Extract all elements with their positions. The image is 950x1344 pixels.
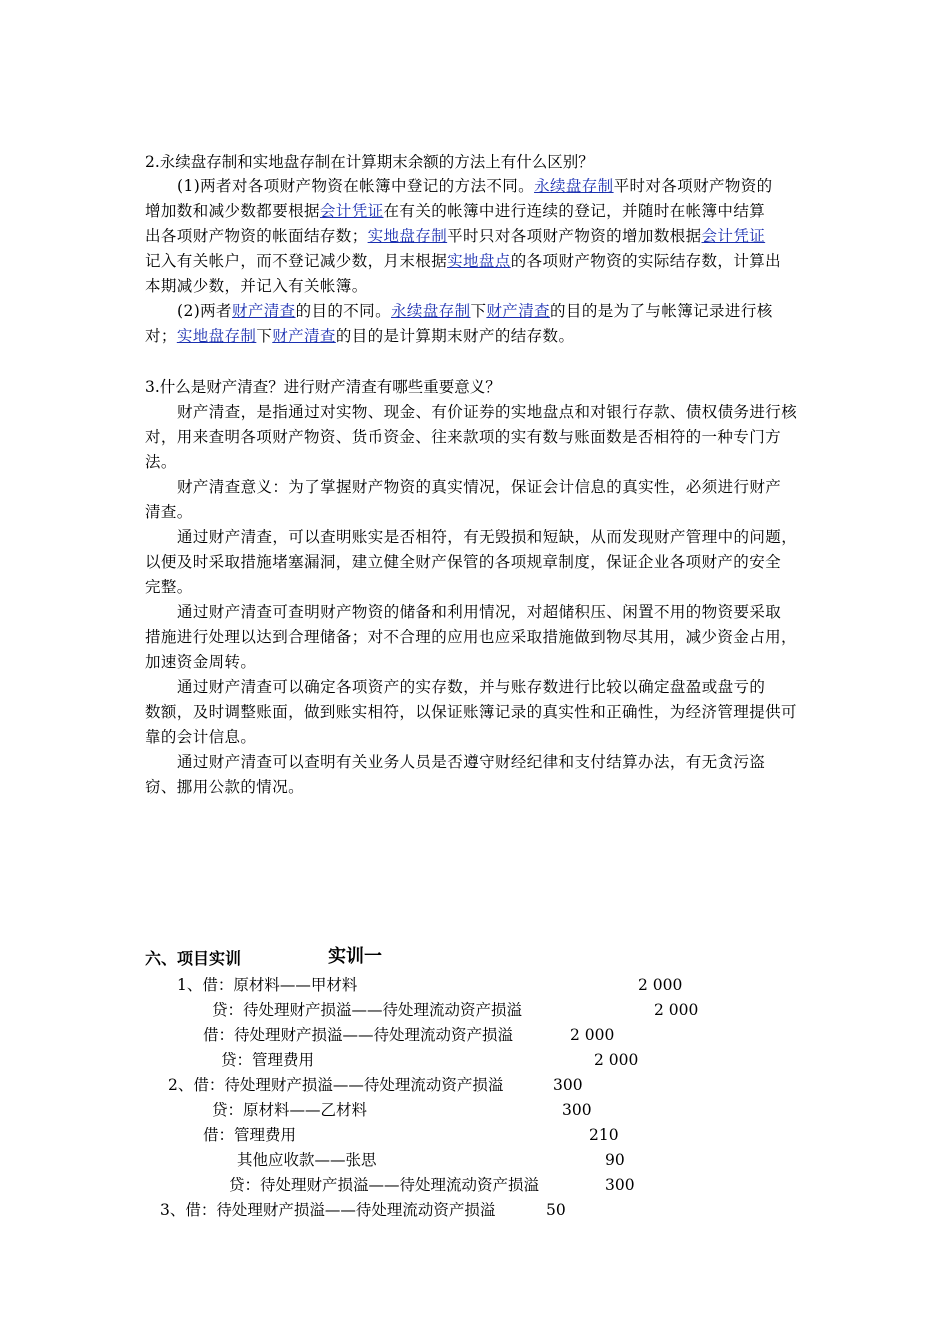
paragraph-line xyxy=(145,324,574,348)
paragraph-line: 窃、挪用公款的情况。 xyxy=(145,778,305,796)
text-span: 在有关的帐簿中进行连续的登记，并随时在帐簿中结算 xyxy=(383,202,766,220)
paragraph-line: 加速资金周转。 xyxy=(145,653,257,671)
paragraph-line: 靠的会计信息。 xyxy=(145,728,257,746)
entry-account: 贷：管理费用 xyxy=(221,1051,315,1069)
text-span: 出各项财产物资的帐面结存数； xyxy=(145,227,368,245)
text-span: (2)两者 xyxy=(177,302,232,320)
text-span: 本期减少数，并记入有关帐簿。 xyxy=(145,277,368,295)
term-link[interactable]: 永续盘存制 xyxy=(390,302,471,320)
text-span: 增加数和减少数都要根据 xyxy=(145,202,320,220)
entry-amount: 2 000 xyxy=(570,1026,615,1044)
text-span: 的目的是计算期末财产的结存数。 xyxy=(335,327,575,345)
entry-account: 其他应收款——张思 xyxy=(237,1151,377,1169)
q3-title: 3.什么是财产清查？进行财产清查有哪些重要意义？ xyxy=(145,378,501,396)
text-span: 下 xyxy=(256,327,273,345)
entry-account: 贷：待处理财产损溢——待处理流动资产损溢 xyxy=(229,1176,540,1194)
text-span: 的目的不同。 xyxy=(295,302,391,320)
q2-title: 2.永续盘存制和实地盘存制在计算期末余额的方法上有什么区别？ xyxy=(145,153,594,171)
paragraph-line: 通过财产清查可以确定各项资产的实存数，并与账存数进行比较以确定盘盈或盘亏的 xyxy=(177,678,766,696)
paragraph-line: 完整。 xyxy=(145,578,193,596)
text-span: 对； xyxy=(145,327,177,345)
entry-amount: 210 xyxy=(589,1126,619,1144)
paragraph-line xyxy=(177,299,773,323)
paragraph-line: 措施进行处理以达到合理储备；对不合理的应用也应采取措施做到物尽其用，减少资金占用， xyxy=(145,628,797,646)
text-span: 平时只对各项财产物资的增加数根据 xyxy=(447,227,702,245)
entry-amount: 300 xyxy=(562,1101,592,1119)
text-span: 记入有关帐户，而不登记减少数，月末根据 xyxy=(145,252,448,270)
entry-account: 1、借：原材料——甲材料 xyxy=(177,976,358,994)
term-link[interactable]: 实地盘存制 xyxy=(367,227,448,245)
paragraph-line: 法。 xyxy=(145,453,177,471)
entry-account: 3、借：待处理财产损溢——待处理流动资产损溢 xyxy=(160,1201,496,1219)
term-link[interactable]: 财产清查 xyxy=(486,302,551,320)
entry-amount: 2 000 xyxy=(638,976,683,994)
section-title: 六、项目实训 xyxy=(145,949,242,968)
entry-account: 贷：原材料——乙材料 xyxy=(212,1101,368,1119)
entry-amount: 2 000 xyxy=(654,1001,699,1019)
term-link[interactable]: 实地盘存制 xyxy=(176,327,257,345)
term-link[interactable]: 财产清查 xyxy=(272,327,336,345)
entry-account: 借：待处理财产损溢——待处理流动资产损溢 xyxy=(203,1026,514,1044)
paragraph-line xyxy=(177,174,773,198)
text-span: 下 xyxy=(470,302,487,320)
term-link[interactable]: 实地盘点 xyxy=(447,252,511,270)
paragraph-line: 通过财产清查可以查明有关业务人员是否遵守财经纪律和支付结算办法，有无贪污盗 xyxy=(177,753,766,771)
entry-amount: 90 xyxy=(605,1151,625,1169)
text-span: 的目的是为了与帐簿记录进行核 xyxy=(550,302,773,320)
paragraph-line: 财产清查意义：为了掌握财产物资的真实情况，保证会计信息的真实性，必须进行财产 xyxy=(177,478,782,496)
paragraph-line xyxy=(145,249,781,273)
paragraph-line xyxy=(145,224,765,248)
section-subtitle: 实训一 xyxy=(328,946,382,967)
paragraph-line: 财产清查，是指通过对实物、现金、有价证券的实地盘点和对银行存款、债权债务进行核 xyxy=(177,403,798,421)
paragraph-line: 通过财产清查可查明财产物资的储备和利用情况，对超储积压、闲置不用的物资要采取 xyxy=(177,603,782,621)
term-link[interactable]: 永续盘存制 xyxy=(534,177,614,195)
term-link[interactable]: 会计凭证 xyxy=(319,202,384,220)
paragraph-line: 数额，及时调整账面，做到账实相符，以保证账簿记录的真实性和正确性，为经济管理提供可 xyxy=(145,703,797,721)
entry-amount: 300 xyxy=(605,1176,635,1194)
entry-amount: 50 xyxy=(546,1201,566,1219)
paragraph-line xyxy=(145,199,765,223)
paragraph-line: 清查。 xyxy=(145,503,193,521)
text-span: 的各项财产物资的实际结存数，计算出 xyxy=(510,252,782,270)
entry-amount: 300 xyxy=(553,1076,583,1094)
paragraph-line: 以便及时采取措施堵塞漏洞，建立健全财产保管的各项规章制度，保证企业各项财产的安全 xyxy=(145,553,782,571)
paragraph-line: 对，用来查明各项财产物资、货币资金、往来款项的实有数与账面数是否相符的一种专门方 xyxy=(145,428,782,446)
text-span: 平时对各项财产物资的 xyxy=(613,177,773,195)
entry-account: 2、借：待处理财产损溢——待处理流动资产损溢 xyxy=(168,1076,504,1094)
paragraph-line xyxy=(145,274,368,298)
term-link[interactable]: 财产清查 xyxy=(231,302,296,320)
entry-account: 借：管理费用 xyxy=(203,1126,297,1144)
entry-account: 贷：待处理财产损溢——待处理流动资产损溢 xyxy=(212,1001,523,1019)
text-span: (1)两者对各项财产物资在帐簿中登记的方法不同。 xyxy=(177,177,535,195)
paragraph-line: 通过财产清查，可以查明账实是否相符，有无毁损和短缺，从而发现财产管理中的问题， xyxy=(177,528,798,546)
term-link[interactable]: 会计凭证 xyxy=(701,227,766,245)
entry-amount: 2 000 xyxy=(594,1051,639,1069)
